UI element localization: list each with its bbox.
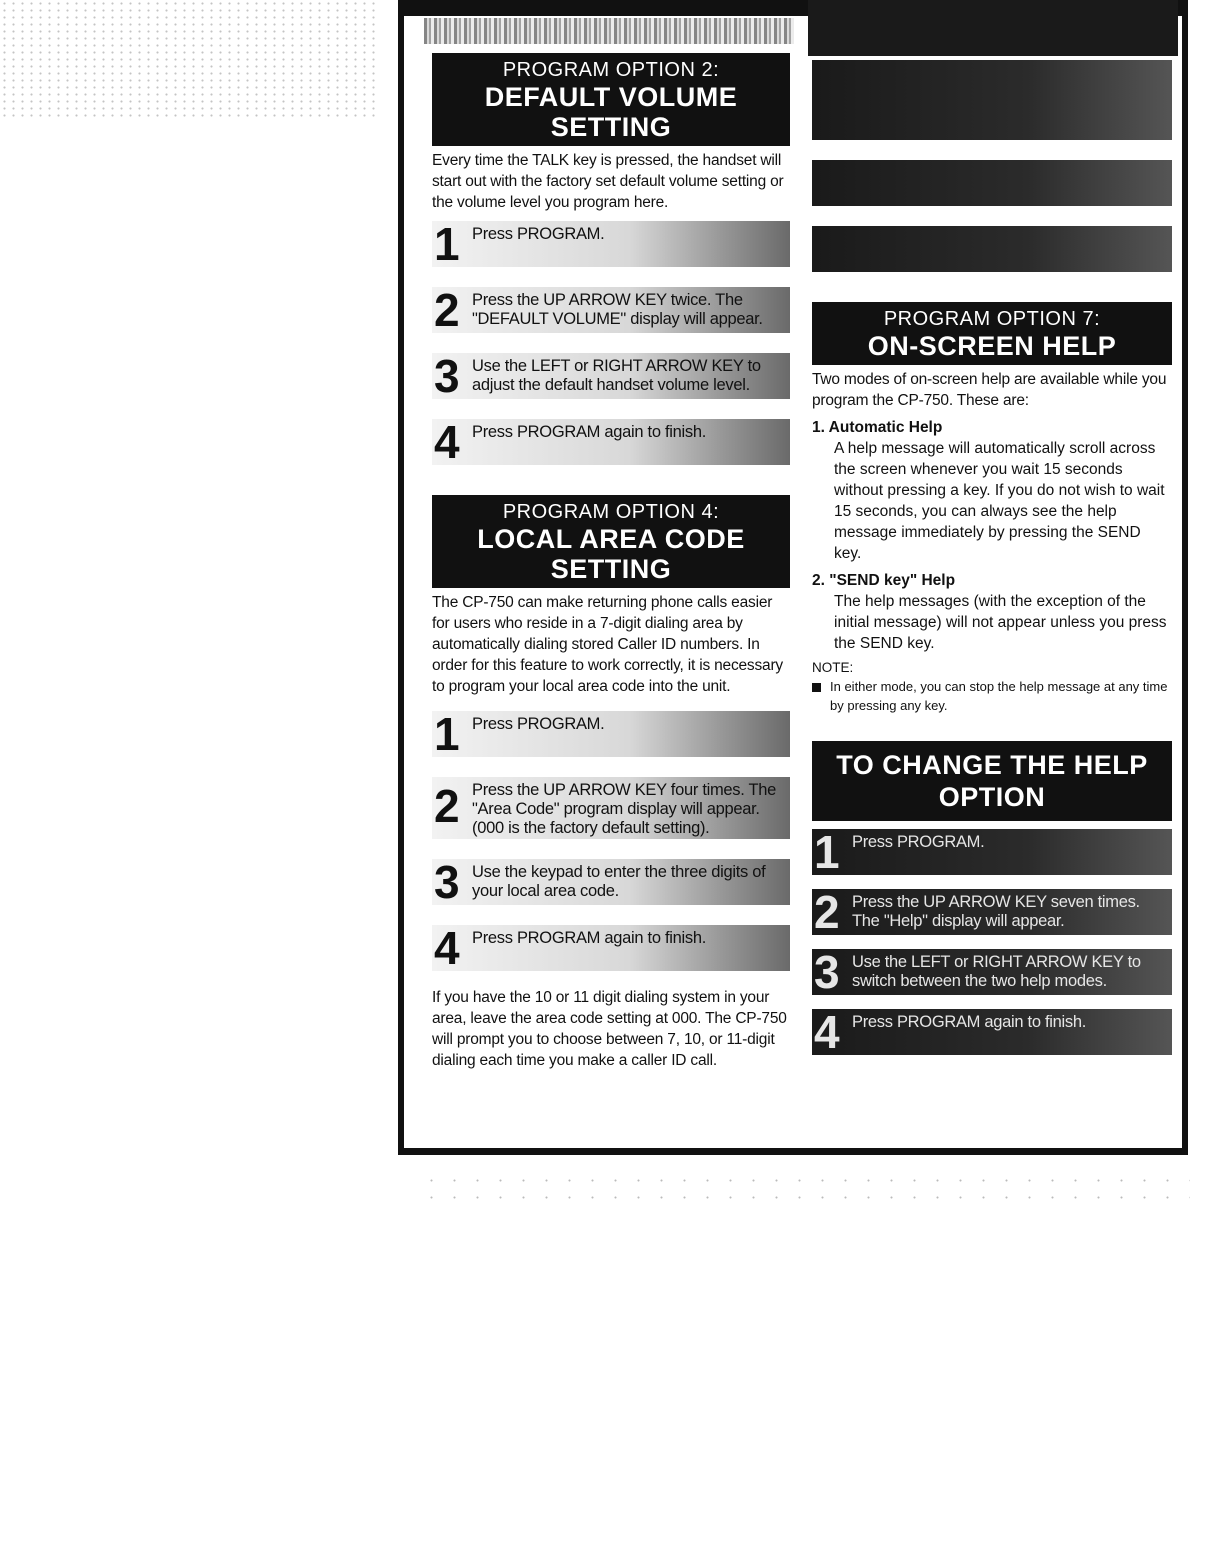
right-column (812, 0, 1172, 1055)
scan-noise (420, 1172, 1190, 1202)
step-4: 4 Press PROGRAM again to finish. (812, 1009, 1172, 1055)
scan-noise (0, 0, 375, 120)
faded-step (812, 226, 1172, 272)
list-item: 2. "SEND key" Help The help messages (with the exception of the initial message) will not appear unless you press the SEND key. (812, 572, 1167, 652)
option2-intro: Every time the TALK key is pressed, the handset will start out with the factory set default volume setting or the volume level you program here. (432, 152, 784, 211)
left-column (432, 0, 790, 1071)
step-3: 3 Use the keypad to enter the three digits of your local area code. (432, 859, 790, 905)
help-modes (812, 417, 1172, 654)
option4-outro: If you have the 10 or 11 digit dialing system in your area, leave the area code setting at 000. The CP-750 will prompt you to choose between 7, 10, or 11-digit dialing each time you make a caller ID call. (432, 989, 787, 1069)
option2-kicker: PROGRAM OPTION 2: (502, 59, 720, 81)
option7-intro: Two modes of on-screen help are available while you program the CP-750. These are: (812, 371, 1167, 409)
step-1: 1 Press PROGRAM. (432, 221, 790, 267)
option4-kicker: PROGRAM OPTION 4: (502, 501, 720, 523)
step-4: 4 Press PROGRAM again to finish. (432, 419, 790, 465)
option4-title: LOCAL AREA CODE SETTING (477, 524, 745, 584)
option7-title: ON-SCREEN HELP (867, 331, 1117, 361)
change-help-steps (812, 829, 1172, 1055)
step-3: 3 Use the LEFT or RIGHT ARROW KEY to switch between the two help modes. (812, 949, 1172, 995)
option4-banner (432, 495, 790, 588)
step-1: 1 Press PROGRAM. (812, 829, 1172, 875)
change-help-title: TO CHANGE THE HELP OPTION (836, 750, 1148, 812)
step-2: 2 Press the UP ARROW KEY seven times. The "Help" display will appear. (812, 889, 1172, 935)
step-3: 3 Use the LEFT or RIGHT ARROW KEY to adjust the default handset volume level. (432, 353, 790, 399)
step-2: 2 Press the UP ARROW KEY twice. The "DEFAULT VOLUME" display will appear. (432, 287, 790, 333)
option4-steps (432, 711, 790, 971)
option7-banner (812, 302, 1172, 365)
step-4: 4 Press PROGRAM again to finish. (432, 925, 790, 971)
option2-steps (432, 221, 790, 465)
option2-title: DEFAULT VOLUME SETTING (484, 82, 738, 142)
faded-step (812, 160, 1172, 206)
step-2: 2 Press the UP ARROW KEY four times. The "Area Code" program display will appear. (000 is the factory default setting). (432, 777, 790, 839)
bullet-icon (812, 683, 821, 692)
list-item: 1. Automatic Help A help message will automatically scroll across the screen whenever you wait 15 seconds without pressing a key. If you do not wish to wait 15 seconds, you can always see the help message immediately by pressing the SEND key. (812, 419, 1165, 562)
note: In either mode, you can stop the help message at any time by pressing any key. (812, 677, 1172, 715)
option4-intro: The CP-750 can make returning phone calls easier for users who reside in a 7-digit dialing area by automatically dialing stored Caller ID numbers. In order for this feature to work correctly, it is necessary to program your local area code into the unit. (432, 594, 783, 695)
option7-kicker: PROGRAM OPTION 7: (883, 308, 1101, 330)
change-help-banner (812, 741, 1172, 821)
faded-step (812, 60, 1172, 140)
step-1: 1 Press PROGRAM. (432, 711, 790, 757)
page-frame (398, 0, 1188, 1155)
note-label: NOTE: (812, 660, 854, 675)
option2-banner (432, 53, 790, 146)
